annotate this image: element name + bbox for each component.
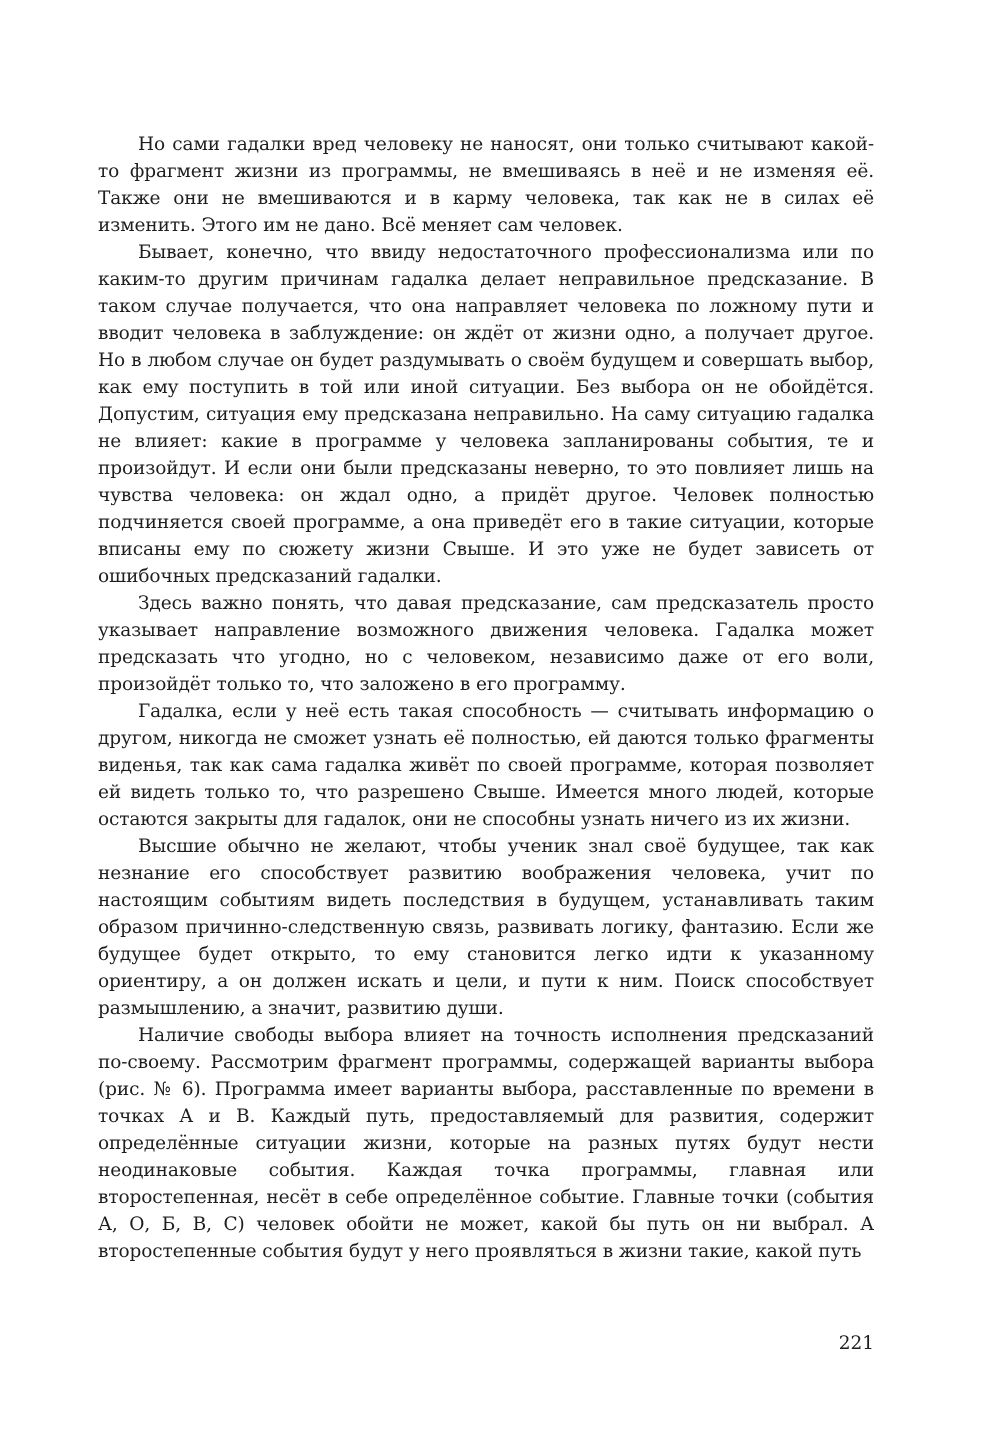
paragraph-5: Высшие обычно не желают, чтобы ученик знал своё будущее, так как незнание его способствует развитию воображения человека, учит по настоящим событиям видеть последствия в будущем, устанавливать таким образом причинно-следственную связь, развивать логику, фантазию. Если же будущее будет открыто, то ему становится легко идти к указанному ориентиру, а он должен искать и цели, и пути к ним. Поиск способствует размышлению, а значит, развитию души. — [98, 836, 874, 1019]
page-number: 221 — [838, 1333, 874, 1354]
page-body — [98, 131, 874, 1265]
paragraph-2: Бывает, конечно, что ввиду недостаточного профессионализма или по каким-то другим причинам гадалка делает неправильное предсказание. В таком случае получается, что она направляет человека по ложному пути и вводит человека в заблуждение: он ждёт от жизни одно, а получает другое. Но в любом случае он будет раздумывать о своём будущем и совершать выбор, как ему поступить в той или иной ситуации. Без выбора он не обойдётся. Допустим, ситуация ему предсказана неправильно. На саму ситуацию гадалка не влияет: какие в программе у человека запланированы события, те и произойдут. И если они были предсказаны неверно, то это повлияет лишь на чувства человека: он ждал одно, а придёт другое. Человек полностью подчиняется своей программе, а она приведёт его в такие ситуации, которые вписаны ему по сюжету жизни Свыше. И это уже не будет зависеть от ошибочных предсказаний гадалки. — [98, 242, 874, 587]
paragraph-3: Здесь важно понять, что давая предсказание, сам предсказатель просто указывает направление возможного движения человека. Гадалка может предсказать что угодно, но с человеком, независимо даже от его воли, произойдёт только то, что заложено в его программу. — [98, 593, 874, 695]
paragraph-4: Гадалка, если у неё есть такая способность — считывать информацию о другом, никогда не сможет узнать её полностью, ей даются только фрагменты виденья, так как сама гадалка живёт по своей программе, которая позволяет ей видеть только то, что разрешено Свыше. Имеется много людей, которые остаются закрыты для гадалок, они не способны узнать ничего из их жизни. — [98, 701, 874, 830]
paragraph-6: Наличие свободы выбора влияет на точность исполнения предсказаний по-своему. Рассмотрим фрагмент программы, содержащей варианты выбора (рис. № 6). Программа имеет варианты выбора, расставленные по времени в точках А и В. Каждый путь, предоставляемый для развития, содержит определённые ситуации жизни, которые на разных путях будут нести неодинаковые события. Каждая точка программы, главная или второстепенная, несёт в себе определённое событие. Главные точки (события А, О, Б, В, С) человек обойти не может, какой бы путь он ни выбрал. А второстепенные события будут у него проявляться в жизни такие, какой путь — [98, 1025, 874, 1262]
paragraph-1: Но сами гадалки вред человеку не наносят, они только считывают какой-то фрагмент жизни из программы, не вмешиваясь в неё и не изменяя её. Также они не вмешиваются и в карму человека, так как не в силах её изменить. Этого им не дано. Всё меняет сам человек. — [98, 134, 874, 236]
